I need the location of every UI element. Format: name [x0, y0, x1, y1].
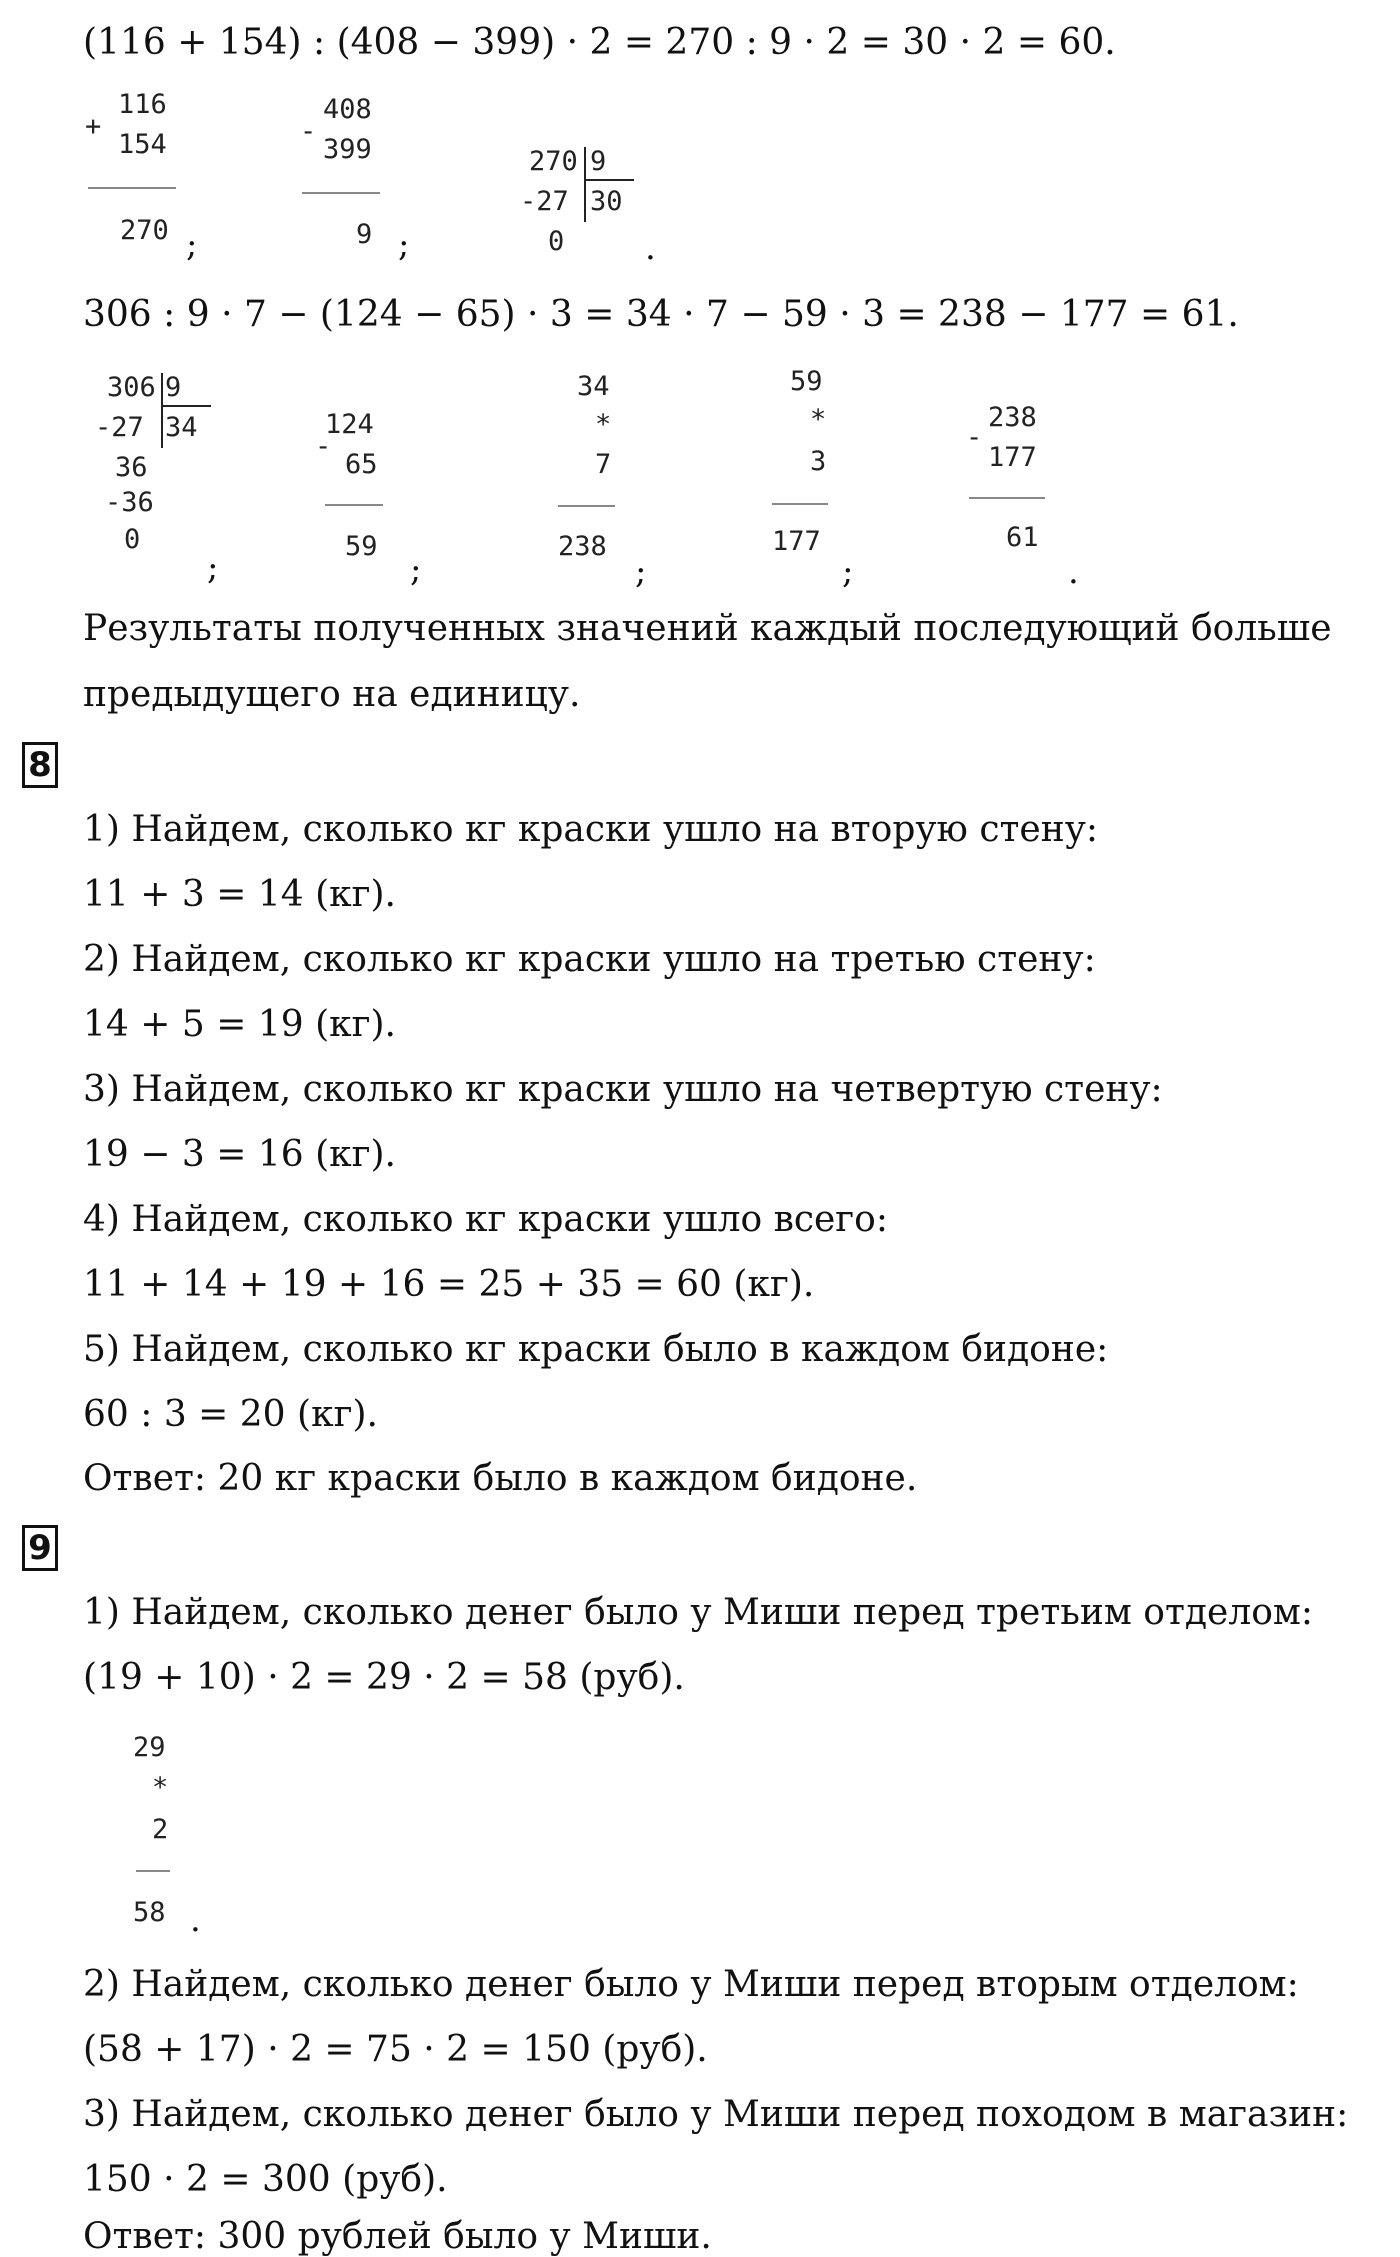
divisor: 9 [590, 146, 607, 177]
product-result: 58 [133, 1897, 166, 1928]
task-9-line: (19 + 10) · 2 = 29 · 2 = 58 (руб). [83, 1657, 685, 1698]
minus-sign: - [300, 116, 317, 147]
remainder: 0 [548, 226, 565, 257]
task-8-number: 8 [22, 742, 58, 788]
end-period: . [190, 1900, 201, 1940]
remainder: 0 [124, 524, 141, 555]
multiply-sign: * [595, 409, 612, 440]
sum-result: 270 [120, 215, 169, 246]
multiplicand: 34 [577, 371, 610, 402]
dividend: 270 [529, 146, 578, 177]
column-subtraction-238 [966, 398, 1076, 568]
minus-sign: - [315, 431, 332, 462]
plus-sign: + [85, 111, 102, 142]
multiplier: 2 [152, 1814, 169, 1845]
separator: ; [842, 552, 854, 592]
task-8-line: 11 + 14 + 19 + 16 = 25 + 35 = 60 (кг). [83, 1264, 815, 1305]
task-9-number: 9 [22, 1525, 58, 1571]
result-rule [136, 1870, 170, 1872]
multiply-sign: * [810, 404, 827, 435]
long-division-270 [520, 142, 640, 272]
task-9-line: 2) Найдем, сколько денег было у Миши перед вторым отделом: [83, 1964, 1299, 2005]
conclusion-line-2: предыдущего на единицу. [83, 674, 581, 715]
task-9-line: (58 + 17) · 2 = 75 · 2 = 150 (руб). [83, 2029, 708, 2070]
result-rule [302, 192, 380, 194]
column-multiplication-34 [555, 367, 645, 567]
subtrahend: 65 [345, 449, 378, 480]
multiply-sign: * [152, 1772, 169, 1803]
quotient: 34 [165, 412, 198, 443]
long-division-306 [95, 368, 215, 568]
multiplicand: 59 [790, 366, 823, 397]
dividend: 306 [107, 372, 156, 403]
result-rule [88, 187, 176, 189]
result-rule [969, 497, 1045, 499]
minus-sign: - [966, 422, 983, 453]
separator: ; [398, 225, 410, 265]
task-9-line: 150 · 2 = 300 (руб). [83, 2159, 448, 2200]
difference-result: 9 [356, 219, 373, 250]
separator: ; [410, 550, 422, 590]
result-rule [558, 505, 615, 507]
partial-product: -27 [520, 186, 569, 217]
difference-result: 59 [345, 531, 378, 562]
equation-2: 306 : 9 · 7 − (124 − 65) · 3 = 34 · 7 − 59 · 3 = 238 − 177 = 61. [83, 294, 1239, 335]
column-addition [85, 85, 195, 255]
partial-product-1: -27 [95, 412, 144, 443]
task-8-line: 3) Найдем, сколько кг краски ушло на четвертую стену: [83, 1069, 1163, 1110]
task-8-line: 19 − 3 = 16 (кг). [83, 1134, 396, 1175]
minuend: 124 [325, 409, 374, 440]
conclusion-line-1: Результаты полученных значений каждый последующий больше [83, 608, 1332, 649]
subtrahend: 177 [988, 442, 1037, 473]
end-period: . [1068, 552, 1079, 592]
multiplier: 7 [595, 449, 612, 480]
column-multiplication-29 [130, 1728, 220, 1928]
product-result: 238 [558, 531, 607, 562]
quotient-line [161, 405, 211, 407]
task-9-line: 3) Найдем, сколько денег было у Миши перед походом в магазин: [83, 2094, 1349, 2135]
task-8-line: 2) Найдем, сколько кг краски ушло на третью стену: [83, 939, 1096, 980]
separator: ; [186, 225, 198, 265]
minuend: 238 [988, 402, 1037, 433]
quotient: 30 [590, 186, 623, 217]
quotient-line [584, 179, 634, 181]
column-subtraction [300, 90, 410, 260]
result-rule [772, 503, 828, 505]
task-8-line: 4) Найдем, сколько кг краски ушло всего: [83, 1199, 888, 1240]
subtrahend: 399 [323, 134, 372, 165]
task-8-line: 1) Найдем, сколько кг краски ушло на вторую стену: [83, 809, 1099, 850]
divisor: 9 [165, 372, 182, 403]
minuend: 408 [323, 94, 372, 125]
end-period: . [645, 228, 656, 268]
result-rule [325, 504, 383, 506]
task-9-answer: Ответ: 300 рублей было у Миши. [83, 2216, 712, 2257]
difference-result: 61 [1006, 522, 1039, 553]
addend-1: 116 [118, 89, 167, 120]
intermediate: 36 [115, 452, 148, 483]
separator: ; [207, 548, 219, 588]
task-8-answer: Ответ: 20 кг краски было в каждом бидоне. [83, 1458, 918, 1499]
task-8-line: 11 + 3 = 14 (кг). [83, 874, 396, 915]
partial-product-2: -36 [105, 487, 154, 518]
task-8-line: 14 + 5 = 19 (кг). [83, 1004, 396, 1045]
task-9-line: 1) Найдем, сколько денег было у Миши перед третьим отделом: [83, 1592, 1314, 1633]
separator: ; [635, 552, 647, 592]
equation-1: (116 + 154) : (408 − 399) · 2 = 270 : 9 · 2 = 30 · 2 = 60. [83, 22, 1116, 63]
product-result: 177 [772, 526, 821, 557]
division-bar [584, 147, 586, 222]
division-bar [161, 373, 163, 448]
addend-2: 154 [118, 129, 167, 160]
column-multiplication-59 [770, 362, 860, 562]
task-8-line: 60 : 3 = 20 (кг). [83, 1394, 378, 1435]
multiplier: 3 [810, 446, 827, 477]
multiplicand: 29 [133, 1732, 166, 1763]
task-8-line: 5) Найдем, сколько кг краски было в каждом бидоне: [83, 1329, 1109, 1370]
column-subtraction-124 [315, 405, 425, 575]
